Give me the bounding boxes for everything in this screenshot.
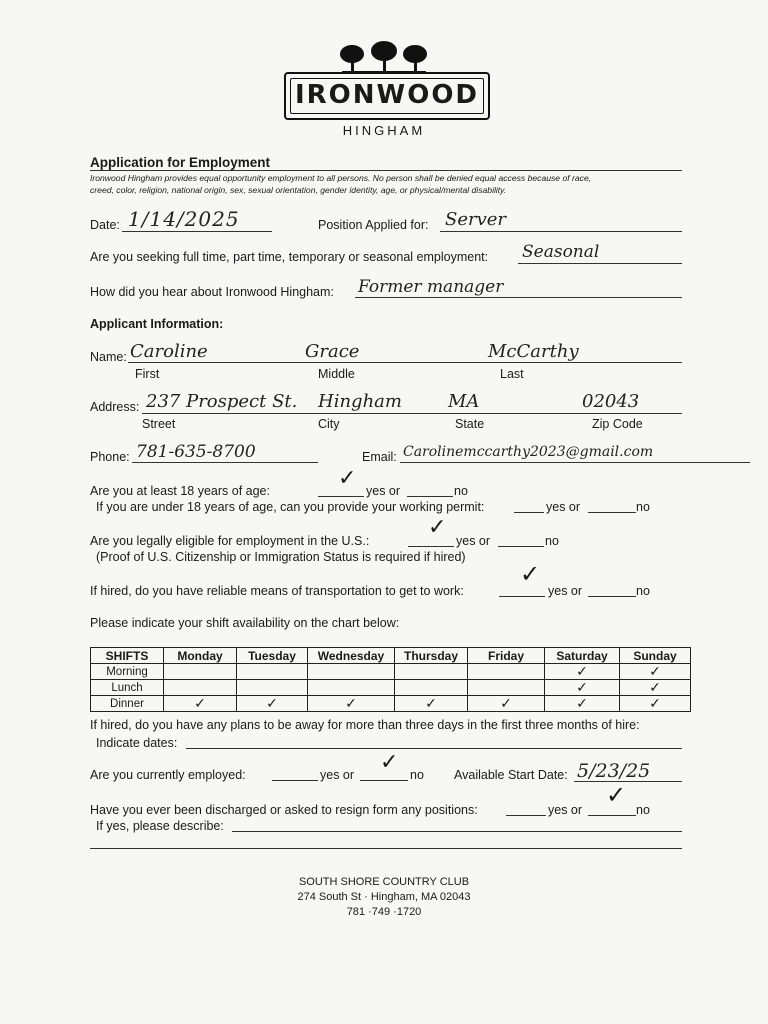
zip-field[interactable]: 02043 [582, 391, 640, 412]
shift-cell[interactable] [237, 680, 308, 696]
permit-question: If you are under 18 years of age, can you provide your working permit: [96, 500, 485, 514]
day-header-tuesday: Tuesday [237, 648, 308, 664]
shift-cell[interactable]: ✓ [620, 664, 691, 680]
age-yes-checkmark[interactable]: ✓ [338, 466, 357, 491]
applicant-section-title: Applicant Information: [90, 317, 224, 331]
shift-cell[interactable] [308, 680, 395, 696]
shift-cell[interactable]: ✓ [395, 696, 468, 712]
shift-cell[interactable] [164, 664, 237, 680]
city-field[interactable]: Hingham [318, 391, 402, 412]
age-question: Are you at least 18 years of age: [90, 484, 270, 498]
permit-no-label: no [636, 500, 650, 514]
employment-type-label: Are you seeking full time, part time, temporary or seasonal employment: [90, 250, 489, 264]
day-header-friday: Friday [468, 648, 545, 664]
shift-availability-table [90, 647, 691, 712]
transport-yes-label: yes or [548, 584, 583, 598]
position-label: Position Applied for: [318, 218, 429, 232]
referral-label: How did you hear about Ironwood Hingham: [90, 285, 334, 299]
shift-label: Morning [91, 664, 164, 680]
state-label: State [455, 417, 485, 431]
shift-intro: Please indicate your shift availability on the chart below: [90, 616, 400, 630]
form-title: Application for Employment [90, 155, 271, 170]
day-header-monday: Monday [164, 648, 237, 664]
logo [284, 72, 490, 120]
transport-yes-checkmark[interactable]: ✓ [520, 560, 541, 588]
eligible-yes-checkmark[interactable]: ✓ [428, 515, 447, 540]
street-label: Street [142, 417, 176, 431]
shift-cell[interactable] [164, 680, 237, 696]
employed-no-checkmark[interactable]: ✓ [380, 750, 399, 775]
zip-label: Zip Code [592, 417, 643, 431]
date-field[interactable]: 1/14/2025 [128, 207, 240, 231]
eeo-statement-line1: Ironwood Hingham provides equal opportunity employment to all persons. No person shall be denied equal access because of race, [90, 173, 592, 183]
date-label: Date: [90, 218, 120, 232]
employed-yes-label: yes or [320, 768, 355, 782]
start-date-field[interactable]: 5/23/25 [577, 760, 651, 782]
footer-phone: 781 ·749 ·1720 [346, 906, 422, 918]
shift-cell[interactable]: ✓ [237, 696, 308, 712]
eligible-yes-label: yes or [456, 534, 491, 548]
middle-name-field[interactable]: Grace [305, 341, 360, 362]
day-header-thursday: Thursday [395, 648, 468, 664]
eligible-question: Are you legally eligible for employment in the U.S.: [90, 534, 370, 548]
city-label: City [318, 417, 340, 431]
describe-label: If yes, please describe: [96, 819, 224, 833]
street-field[interactable]: 237 Prospect St. [146, 391, 298, 412]
shift-row-morning [91, 664, 691, 680]
day-header-saturday: Saturday [545, 648, 620, 664]
shift-cell[interactable]: ✓ [545, 680, 620, 696]
shift-label: Lunch [91, 680, 164, 696]
shift-cell[interactable] [395, 664, 468, 680]
discharged-no-checkmark[interactable]: ✓ [606, 781, 627, 809]
address-label: Address: [90, 400, 140, 414]
logo-subtitle: HINGHAM [342, 123, 426, 138]
employed-question: Are you currently employed: [90, 768, 246, 782]
logo-title: IRONWOOD [294, 80, 480, 110]
shift-cell[interactable]: ✓ [164, 696, 237, 712]
away-question: If hired, do you have any plans to be away for more than three days in the first three months of hire: [90, 718, 640, 732]
age-yes-label: yes or [366, 484, 401, 498]
employment-type-field[interactable]: Seasonal [522, 242, 600, 262]
shift-cell[interactable]: ✓ [620, 680, 691, 696]
proof-note: (Proof of U.S. Citizenship or Immigration Status is required if hired) [96, 550, 466, 564]
transport-question: If hired, do you have reliable means of transportation to get to work: [90, 584, 464, 598]
day-header-sunday: Sunday [620, 648, 691, 664]
first-name-field[interactable]: Caroline [130, 341, 208, 362]
name-label: Name: [90, 350, 127, 364]
shift-header: SHIFTS [91, 648, 164, 664]
shift-cell[interactable] [395, 680, 468, 696]
shift-cell[interactable]: ✓ [620, 696, 691, 712]
footer-address: 274 South St · Hingham, MA 02043 [297, 891, 471, 903]
shift-label: Dinner [91, 696, 164, 712]
discharged-yes-label: yes or [548, 803, 583, 817]
last-name-field[interactable]: McCarthy [488, 341, 579, 362]
indicate-dates-label: Indicate dates: [96, 736, 178, 750]
shift-cell[interactable] [308, 664, 395, 680]
shift-row-lunch [91, 680, 691, 696]
shift-cell[interactable] [468, 680, 545, 696]
discharged-no-label: no [636, 803, 650, 817]
age-no-label: no [454, 484, 468, 498]
last-label: Last [500, 367, 524, 381]
shift-cell[interactable] [468, 664, 545, 680]
referral-field[interactable]: Former manager [358, 277, 504, 297]
middle-label: Middle [318, 367, 355, 381]
position-field[interactable]: Server [445, 209, 507, 230]
shift-cell[interactable]: ✓ [545, 664, 620, 680]
transport-no-label: no [636, 584, 650, 598]
first-label: First [135, 367, 160, 381]
shift-row-dinner [91, 696, 691, 712]
email-label: Email: [362, 450, 397, 464]
day-header-wednesday: Wednesday [308, 648, 395, 664]
employed-no-label: no [410, 768, 424, 782]
shift-cell[interactable]: ✓ [308, 696, 395, 712]
shift-cell[interactable]: ✓ [545, 696, 620, 712]
phone-field[interactable]: 781-635-8700 [136, 442, 256, 462]
shift-cell[interactable] [237, 664, 308, 680]
shift-cell[interactable]: ✓ [468, 696, 545, 712]
email-field[interactable]: Carolinemccarthy2023@gmail.com [403, 444, 654, 460]
start-date-label: Available Start Date: [454, 768, 568, 782]
footer-club: SOUTH SHORE COUNTRY CLUB [298, 876, 470, 888]
discharged-question: Have you ever been discharged or asked to resign form any positions: [90, 803, 478, 817]
eeo-statement-line2: creed, color, religion, national origin, sex, sexual orientation, gender identity, age, or physical/mental disability. [90, 185, 507, 195]
phone-label: Phone: [90, 450, 130, 464]
state-field[interactable]: MA [448, 391, 480, 412]
permit-yes-label: yes or [546, 500, 581, 514]
eligible-no-label: no [545, 534, 559, 548]
